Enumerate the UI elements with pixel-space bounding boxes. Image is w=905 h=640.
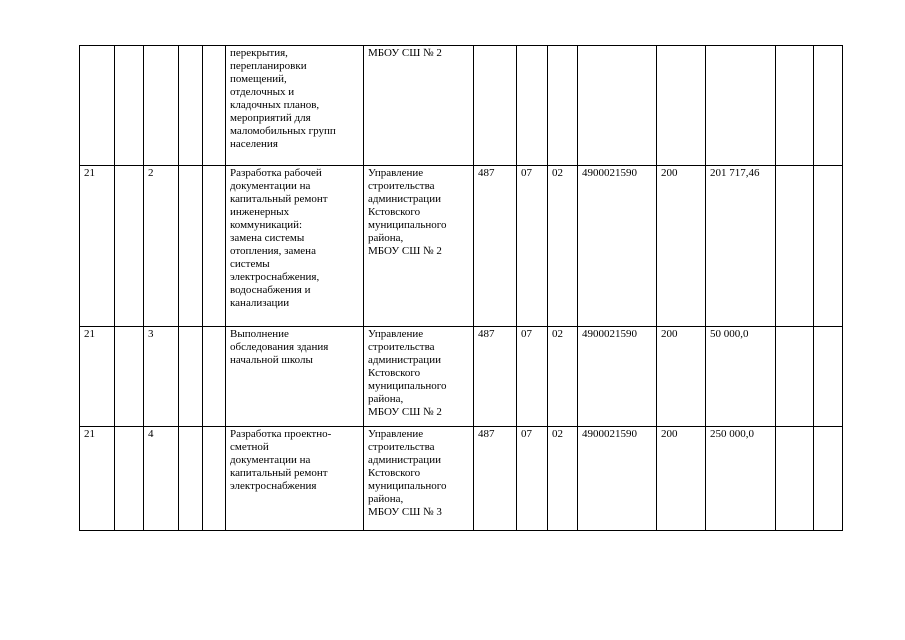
executor-cell: МБОУ СШ № 2: [364, 46, 474, 166]
amount-cell: 201 717,46: [706, 166, 776, 327]
empty-cell: [814, 327, 843, 427]
activity-cell: перекрытия, перепланировки помещений, отделочных и кладочных планов, мероприятий для маломобильных групп населения: [226, 46, 364, 166]
empty-cell: [814, 166, 843, 327]
empty-cell: [115, 166, 144, 327]
section-code-cell: 07: [517, 327, 548, 427]
section-code-cell: 07: [517, 427, 548, 531]
empty-cell: [115, 327, 144, 427]
empty-cell: [179, 46, 203, 166]
program-number-cell: 21: [80, 166, 115, 327]
empty-cell: [203, 327, 226, 427]
empty-cell: [179, 427, 203, 531]
subsection-code-cell: 02: [548, 327, 578, 427]
subsection-code-cell: 02: [548, 166, 578, 327]
empty-cell: [203, 46, 226, 166]
table-row: [80, 427, 843, 531]
executor-cell: Управление строительства администрации Кстовского муниципального района, МБОУ СШ № 3: [364, 427, 474, 531]
expense-type-cell: [657, 46, 706, 166]
empty-cell: [203, 427, 226, 531]
subitem-number-cell: 3: [144, 327, 179, 427]
empty-cell: [179, 327, 203, 427]
subsection-code-cell: [548, 46, 578, 166]
empty-cell: [776, 427, 814, 531]
subsection-code-cell: 02: [548, 427, 578, 531]
target-article-cell: 4900021590: [578, 427, 657, 531]
empty-cell: [814, 427, 843, 531]
executor-cell: Управление строительства администрации Кстовского муниципального района, МБОУ СШ № 2: [364, 327, 474, 427]
grbs-code-cell: 487: [474, 166, 517, 327]
target-article-cell: 4900021590: [578, 166, 657, 327]
section-code-cell: [517, 46, 548, 166]
activity-cell: Разработка рабочей документации на капитальный ремонт инженерных коммуникаций: замена системы отопления, замена системы электроснабжения, водоснабжения и канализации: [226, 166, 364, 327]
subitem-number-cell: 2: [144, 166, 179, 327]
empty-cell: [203, 166, 226, 327]
expense-type-cell: 200: [657, 427, 706, 531]
empty-cell: [115, 427, 144, 531]
target-article-cell: [578, 46, 657, 166]
target-article-cell: 4900021590: [578, 327, 657, 427]
amount-cell: 250 000,0: [706, 427, 776, 531]
table-row: [80, 166, 843, 327]
empty-cell: [179, 166, 203, 327]
expense-type-cell: 200: [657, 327, 706, 427]
executor-cell: Управление строительства администрации Кстовского муниципального района, МБОУ СШ № 2: [364, 166, 474, 327]
grbs-code-cell: 487: [474, 327, 517, 427]
empty-cell: [776, 166, 814, 327]
program-number-cell: [80, 46, 115, 166]
amount-cell: 50 000,0: [706, 327, 776, 427]
section-code-cell: 07: [517, 166, 548, 327]
activity-cell: Выполнение обследования здания начальной школы: [226, 327, 364, 427]
expense-type-cell: 200: [657, 166, 706, 327]
table-row: [80, 327, 843, 427]
activity-cell: Разработка проектно- сметной документации на капитальный ремонт электроснабжения: [226, 427, 364, 531]
program-number-cell: 21: [80, 327, 115, 427]
empty-cell: [115, 46, 144, 166]
empty-cell: [776, 327, 814, 427]
subitem-number-cell: 4: [144, 427, 179, 531]
empty-cell: [776, 46, 814, 166]
table-row: [80, 46, 843, 166]
empty-cell: [814, 46, 843, 166]
grbs-code-cell: 487: [474, 427, 517, 531]
subitem-number-cell: [144, 46, 179, 166]
program-number-cell: 21: [80, 427, 115, 531]
grbs-code-cell: [474, 46, 517, 166]
amount-cell: [706, 46, 776, 166]
budget-table: [79, 45, 843, 531]
